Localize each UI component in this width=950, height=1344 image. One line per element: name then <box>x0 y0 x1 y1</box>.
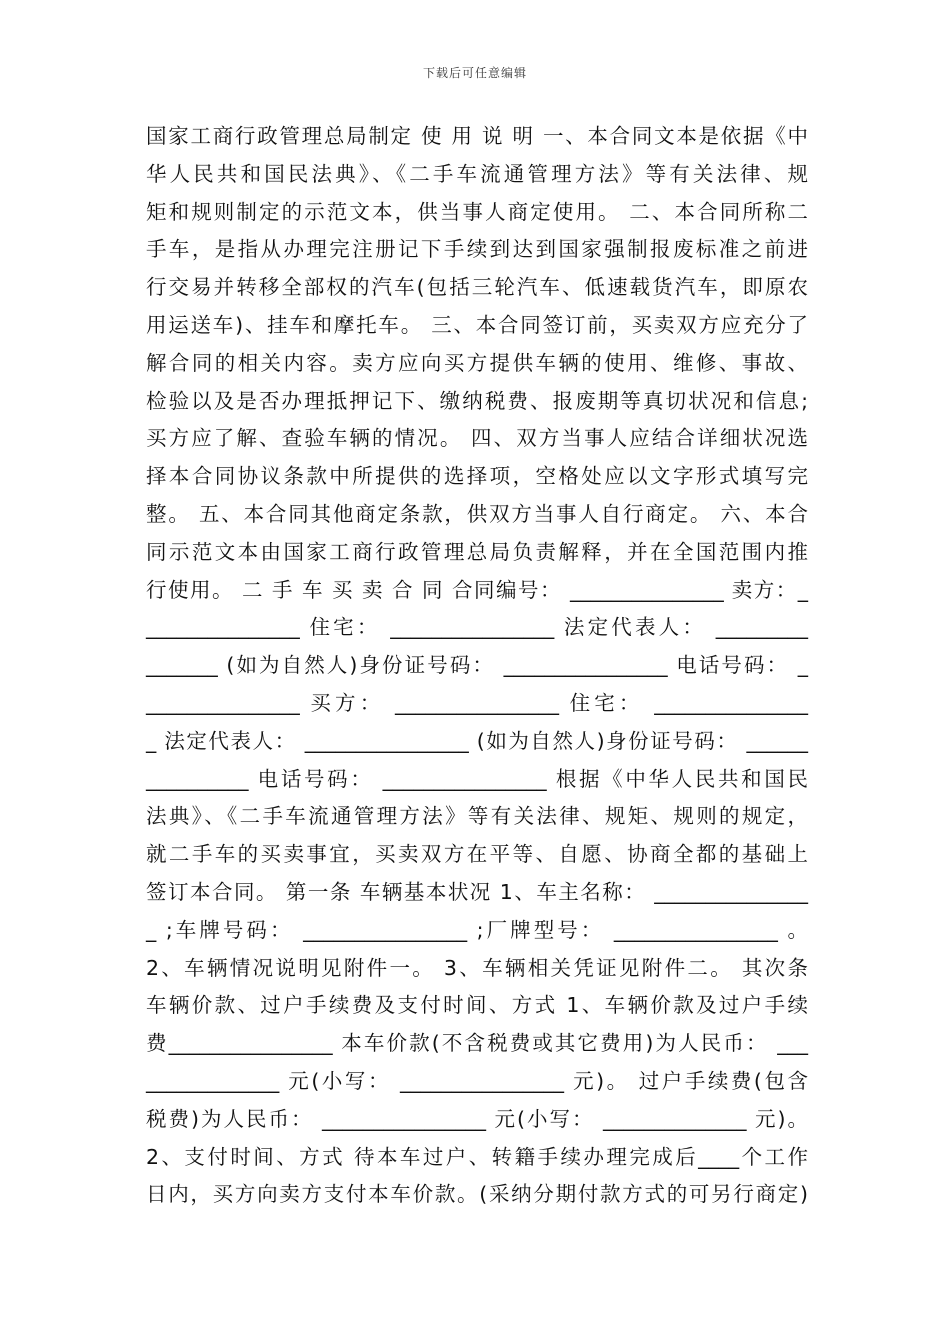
text-line: 手车，是指从办理完注册记下手续到达到国家强制报废标准之前进 <box>146 237 808 262</box>
text-line: _______________ 买方： ________________ 住宅： _______________ <box>146 690 808 715</box>
text-line: _______ (如为自然人)身份证号码： ________________ 电话号码： _ <box>146 653 808 678</box>
text-line: 2、支付时间、方式 待本车过户、转籍手续办理完成后____个工作 <box>146 1144 808 1169</box>
text-line: 同示范文本由国家工商行政管理总局负责解释，并在全国范围内推 <box>146 539 808 564</box>
text-line: _ ;车牌号码： ________________ ;厂牌型号： ________________ 。 <box>146 917 808 942</box>
text-line: 行使用。 二 手 车 买 卖 合 同 合同编号： _______________ 卖方：_ <box>146 577 808 602</box>
text-line: __________ 电话号码： ________________ 根据《中华人民共和国民 <box>146 766 808 791</box>
header-note: 下载后可任意编辑 <box>422 66 527 80</box>
text-line: 华人民共和国民法典》、《二手车流通管理方法》等有关法律、规 <box>146 161 808 186</box>
text-line: 法典》、《二手车流通管理方法》等有关法律、规矩、规则的规定， <box>146 804 808 829</box>
text-line: 买方应了解、查验车辆的情况。 四、双方当事人应结合详细状况选 <box>146 426 808 451</box>
text-line: 就二手车的买卖事宜，买卖双方在平等、自愿、协商全都的基础上 <box>146 842 808 867</box>
text-line: _____________ 元(小写： ________________ 元)。 过户手续费(包含 <box>146 1068 808 1093</box>
text-line: 签订本合同。 第一条 车辆基本状况 1、车主名称： _______________ <box>146 879 808 904</box>
text-line: 解合同的相关内容。卖方应向买方提供车辆的使用、维修、事故、 <box>146 350 808 375</box>
text-line: 国家工商行政管理总局制定 使 用 说 明 一、本合同文本是依据《中 <box>146 124 808 148</box>
contract-body <box>146 118 808 1214</box>
text-line: 行交易并转移全部权的汽车(包括三轮汽车、低速载货汽车，即原农 <box>146 275 808 300</box>
text-line: _______________ 住宅： ________________ 法定代表人： _________ <box>146 615 808 640</box>
text-line: 2、车辆情况说明见附件一。 3、车辆相关凭证见附件二。 其次条 <box>146 955 808 980</box>
text-line: 税费)为人民币： ________________ 元(小写： ______________ 元)。 <box>146 1106 808 1131</box>
text-line: 用运送车)、挂车和摩托车。 三、本合同签订前，买卖双方应充分了 <box>146 312 808 337</box>
text-line: 车辆价款、过户手续费及支付时间、方式 1、车辆价款及过户手续 <box>146 993 808 1018</box>
text-line: 整。 五、本合同其他商定条款，供双方当事人自行商定。 六、本合 <box>146 501 808 526</box>
text-line: 日内，买方向卖方支付本车价款。(采纳分期付款方式的可另行商定) <box>146 1182 808 1207</box>
text-line: 矩和规则制定的示范文本，供当事人商定使用。 二、本合同所称二 <box>146 199 808 224</box>
text-line: _ 法定代表人： ________________ (如为自然人)身份证号码： ______ <box>146 728 808 753</box>
text-line: 择本合同协议条款中所提供的选择项，空格处应以文字形式填写完 <box>146 464 808 489</box>
text-line: 检验以及是否办理抵押记下、缴纳税费、报废期等真切状况和信息; <box>146 388 808 413</box>
text-line: 费________________ 本车价款(不含税费或其它费用)为人民币： ___ <box>146 1031 808 1056</box>
